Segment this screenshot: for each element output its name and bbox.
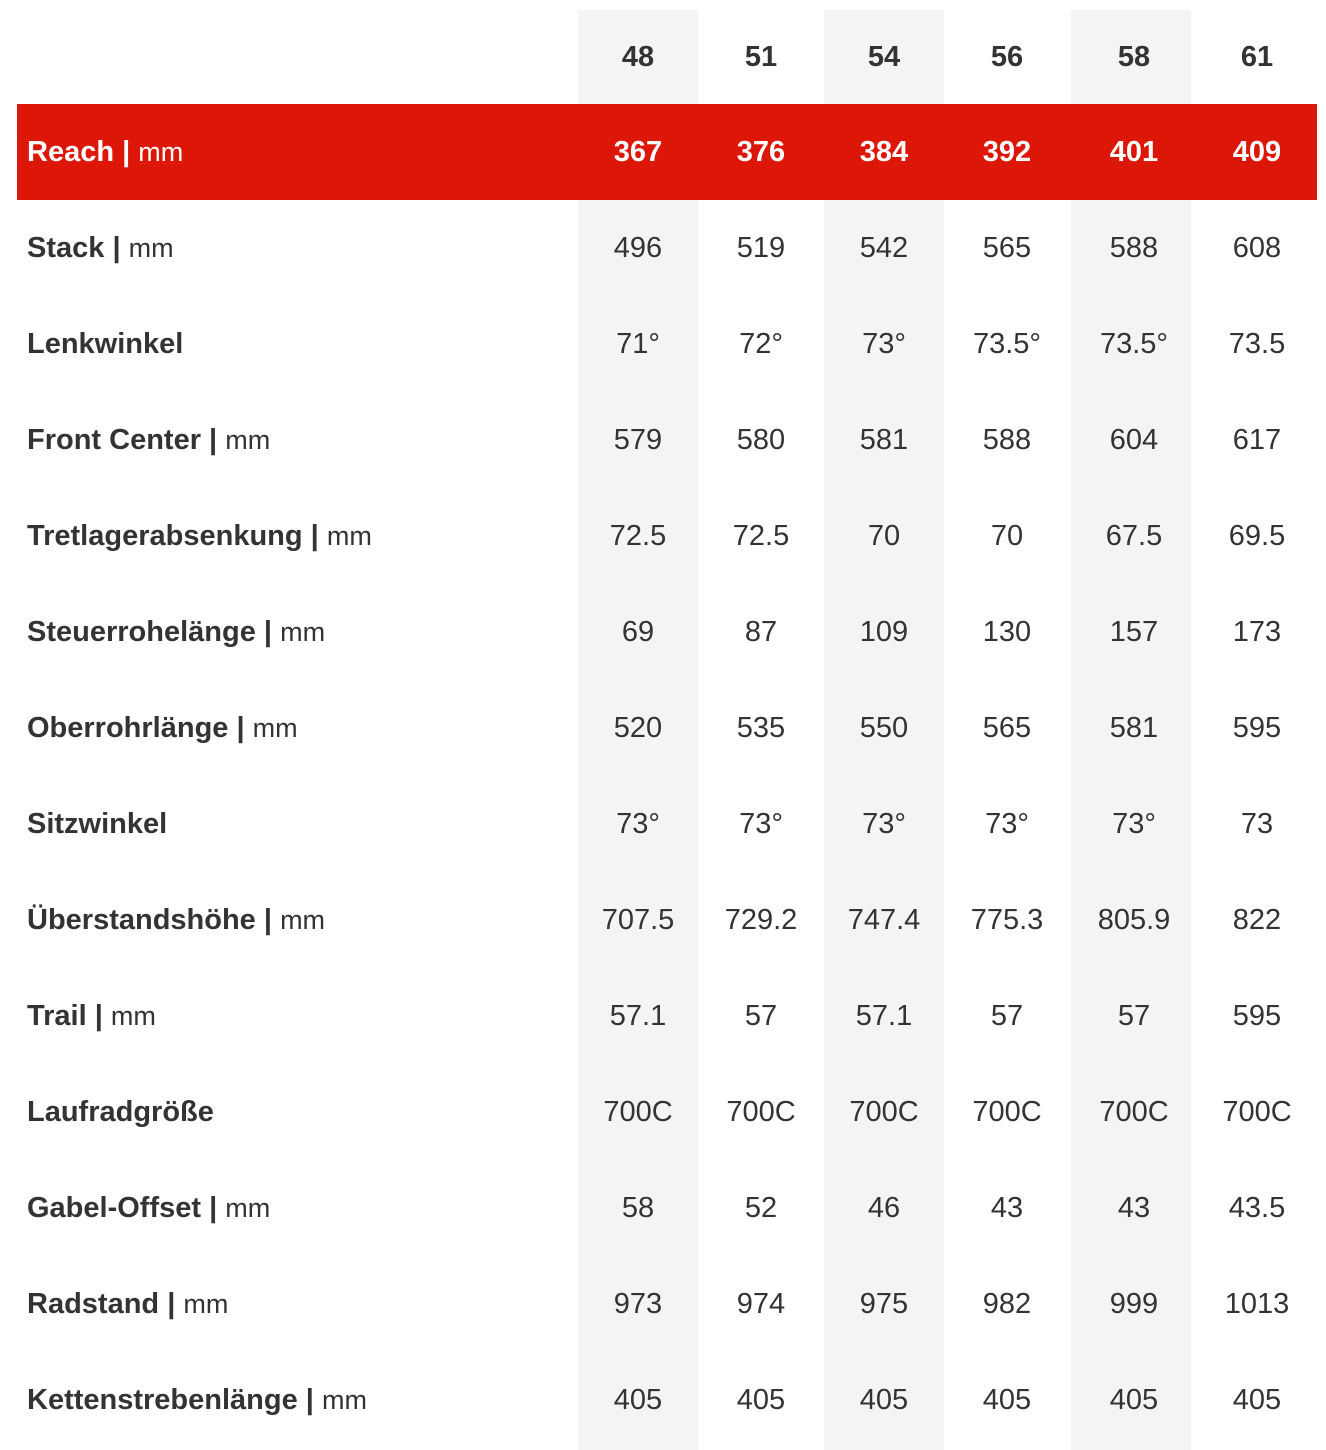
table-cell: 608 [1232, 231, 1282, 264]
table-cell: 700C [849, 1095, 919, 1128]
table-cell: 700C [1222, 1095, 1292, 1128]
table-cell: 392 [982, 135, 1032, 168]
table-row [17, 1064, 1317, 1160]
table-cell: 43 [990, 1191, 1024, 1224]
row-label-unit: mm [225, 1192, 271, 1223]
table-cell: 580 [736, 423, 786, 456]
row-label [27, 680, 298, 776]
table-row [17, 584, 1317, 680]
row-label-name: Lenkwinkel [27, 327, 184, 360]
table-cell: 73° [985, 807, 1029, 840]
row-label-unit: mm [321, 1384, 367, 1415]
row-label-separator: | [114, 135, 139, 168]
table-row [17, 1256, 1317, 1352]
table-cell: 700C [726, 1095, 796, 1128]
table-cell: 496 [613, 231, 663, 264]
table-cell: 67.5 [1105, 519, 1163, 552]
table-cell: 747.4 [847, 903, 921, 936]
table-cell: 542 [859, 231, 909, 264]
row-label-name: Stack [27, 231, 105, 264]
table-cell: 519 [736, 231, 786, 264]
table-cell: 405 [1232, 1383, 1282, 1416]
row-label-separator: | [201, 1191, 226, 1224]
size-header-58: 58 [1117, 40, 1151, 73]
row-label-separator: | [297, 1383, 322, 1416]
row-label [27, 776, 167, 872]
row-label-unit: mm [252, 712, 298, 743]
row-label-unit: mm [183, 1288, 229, 1319]
table-cell: 73.5 [1228, 327, 1286, 360]
table-cell: 700C [1099, 1095, 1169, 1128]
table-cell: 588 [982, 423, 1032, 456]
table-cell: 73° [862, 327, 906, 360]
table-cell: 43.5 [1228, 1191, 1286, 1224]
row-label-unit: mm [280, 904, 326, 935]
row-label-unit: mm [128, 232, 174, 263]
row-label [27, 200, 174, 296]
row-label-separator: | [255, 903, 281, 936]
table-cell: 73 [1240, 807, 1274, 840]
table-cell: 73° [616, 807, 660, 840]
table-cell: 73° [862, 807, 906, 840]
table-cell: 973 [613, 1287, 663, 1320]
row-label-name: Reach [27, 135, 115, 168]
table-cell: 69 [621, 615, 655, 648]
table-row [17, 200, 1317, 296]
table-cell: 565 [982, 711, 1032, 744]
table-cell: 130 [982, 615, 1032, 648]
table-cell: 58 [621, 1191, 655, 1224]
table-cell: 57.1 [855, 999, 913, 1032]
table-cell: 588 [1109, 231, 1159, 264]
row-label-unit: mm [326, 520, 372, 551]
table-cell: 535 [736, 711, 786, 744]
table-cell: 71° [616, 327, 660, 360]
table-cell: 72.5 [732, 519, 790, 552]
row-label-name: Radstand [27, 1287, 160, 1320]
table-cell: 604 [1109, 423, 1159, 456]
table-cell: 73.5° [1099, 327, 1169, 360]
row-label [27, 1352, 367, 1448]
table-cell: 52 [744, 1191, 778, 1224]
size-header-51: 51 [744, 40, 778, 73]
table-cell: 384 [859, 135, 909, 168]
row-label [27, 392, 270, 488]
table-cell: 405 [982, 1383, 1032, 1416]
table-cell: 72° [739, 327, 783, 360]
row-label-unit: mm [280, 616, 326, 647]
table-cell: 367 [613, 135, 663, 168]
row-label-name: Gabel-Offset [27, 1191, 202, 1224]
table-row [17, 968, 1317, 1064]
table-cell: 57 [1117, 999, 1151, 1032]
table-cell: 405 [736, 1383, 786, 1416]
table-cell: 70 [990, 519, 1024, 552]
table-cell: 775.3 [970, 903, 1044, 936]
table-cell: 974 [736, 1287, 786, 1320]
table-cell: 57 [744, 999, 778, 1032]
row-label-name: Front Center [27, 423, 201, 456]
table-cell: 73° [1112, 807, 1156, 840]
row-label [27, 488, 372, 584]
row-label [27, 1064, 214, 1160]
row-label-separator: | [201, 423, 226, 456]
table-cell: 405 [859, 1383, 909, 1416]
table-cell: 617 [1232, 423, 1282, 456]
table-row [17, 872, 1317, 968]
row-label [27, 1256, 228, 1352]
row-label [27, 968, 156, 1064]
table-row [17, 1160, 1317, 1256]
table-cell: 405 [1109, 1383, 1159, 1416]
table-cell: 46 [867, 1191, 901, 1224]
size-header-48: 48 [621, 40, 655, 73]
table-cell: 729.2 [724, 903, 798, 936]
table-cell: 581 [859, 423, 909, 456]
row-label-name: Laufradgröße [27, 1095, 214, 1128]
row-label-name: Steuerrohelänge [27, 615, 256, 648]
row-label-separator: | [302, 519, 327, 552]
table-cell: 822 [1232, 903, 1282, 936]
row-label-separator: | [86, 999, 111, 1032]
table-cell: 975 [859, 1287, 909, 1320]
table-cell: 805.9 [1097, 903, 1171, 936]
row-label-name: Sitzwinkel [27, 807, 168, 840]
table-cell: 73° [739, 807, 783, 840]
row-label-name: Überstandshöhe [27, 903, 256, 936]
row-label-unit: mm [110, 1000, 156, 1031]
table-cell: 72.5 [609, 519, 667, 552]
table-cell: 595 [1232, 999, 1282, 1032]
row-label [27, 584, 325, 680]
table-cell: 581 [1109, 711, 1159, 744]
table-row [17, 296, 1317, 392]
table-cell: 700C [972, 1095, 1042, 1128]
table-cell: 405 [613, 1383, 663, 1416]
table-row [17, 488, 1317, 584]
table-row [17, 1352, 1317, 1448]
size-header-row [17, 10, 1317, 104]
table-cell: 595 [1232, 711, 1282, 744]
row-label [27, 872, 325, 968]
size-header-54: 54 [867, 40, 901, 73]
row-label [27, 104, 183, 200]
table-cell: 109 [859, 615, 909, 648]
table-cell: 999 [1109, 1287, 1159, 1320]
table-cell: 409 [1232, 135, 1282, 168]
table-row [17, 392, 1317, 488]
table-cell: 520 [613, 711, 663, 744]
table-cell: 1013 [1224, 1287, 1290, 1320]
table-cell: 73.5° [972, 327, 1042, 360]
row-label-separator: | [159, 1287, 184, 1320]
row-label-separator: | [255, 615, 281, 648]
table-cell: 707.5 [601, 903, 675, 936]
row-label-unit: mm [225, 424, 271, 455]
row-label-name: Oberrohrlänge [27, 711, 229, 744]
row-label-separator: | [228, 711, 253, 744]
table-cell: 579 [613, 423, 663, 456]
table-row [17, 680, 1317, 776]
row-label-unit: mm [138, 136, 184, 167]
size-header-56: 56 [990, 40, 1024, 73]
table-cell: 982 [982, 1287, 1032, 1320]
table-row [17, 104, 1317, 200]
table-cell: 43 [1117, 1191, 1151, 1224]
table-cell: 157 [1109, 615, 1159, 648]
table-cell: 700C [603, 1095, 673, 1128]
size-header-61: 61 [1240, 40, 1274, 73]
row-label [27, 296, 183, 392]
table-cell: 57.1 [609, 999, 667, 1032]
table-cell: 401 [1109, 135, 1159, 168]
table-cell: 70 [867, 519, 901, 552]
table-cell: 69.5 [1228, 519, 1286, 552]
table-cell: 173 [1232, 615, 1282, 648]
row-label-name: Tretlagerabsenkung [27, 519, 303, 552]
row-label-name: Trail [27, 999, 87, 1032]
table-cell: 87 [744, 615, 778, 648]
row-label-separator: | [104, 231, 129, 264]
table-cell: 550 [859, 711, 909, 744]
table-cell: 57 [990, 999, 1024, 1032]
table-cell: 565 [982, 231, 1032, 264]
table-cell: 376 [736, 135, 786, 168]
row-label [27, 1160, 270, 1256]
row-label-name: Kettenstrebenlänge [27, 1383, 298, 1416]
table-row [17, 776, 1317, 872]
